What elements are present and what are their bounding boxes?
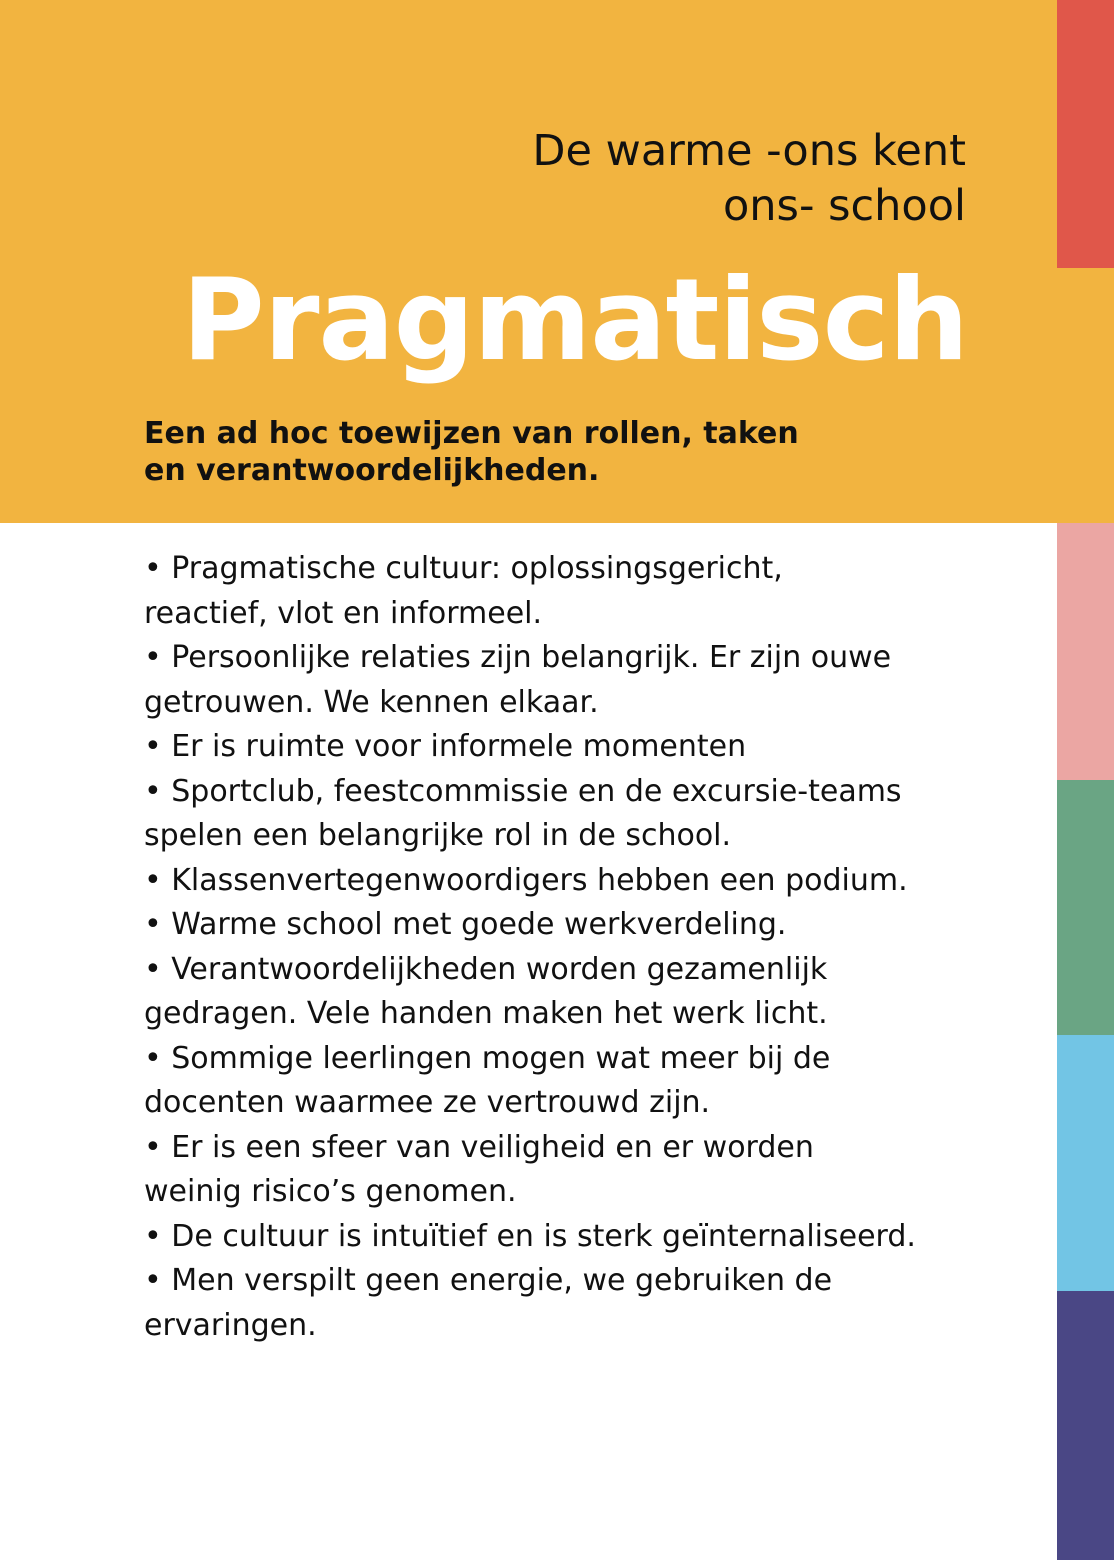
list-item — [144, 903, 1024, 948]
list-item-line: getrouwen. We kennen elkaar. — [144, 684, 599, 720]
side-strip-red — [1057, 0, 1114, 268]
list-item — [144, 725, 1024, 770]
side-strip-pink — [1057, 523, 1114, 780]
list-item — [144, 1215, 1024, 1260]
list-item — [144, 1037, 1024, 1126]
bullet-list — [144, 547, 1024, 1348]
list-item — [144, 636, 1024, 725]
lead-line: Een ad hoc toewijzen van rollen, taken — [144, 416, 799, 451]
list-item-line: • Pragmatische cultuur: oplossingsgericht, — [144, 551, 783, 586]
list-item-line: • Men verspilt geen energie, we gebruiken de — [144, 1263, 833, 1298]
list-item-line: gedragen. Vele handen maken het werk licht. — [144, 996, 828, 1031]
side-strip-blue — [1057, 1035, 1114, 1291]
list-item-line: • Klassenvertegenwoordigers hebben een podium. — [144, 862, 908, 898]
lead-line: en verantwoordelijkheden. — [144, 453, 600, 488]
list-item-line: • De cultuur is intuïtief en is sterk geïnternaliseerd. — [144, 1218, 916, 1254]
side-strip-purple — [1057, 1291, 1114, 1560]
subtitle-line: De warme -ons kent — [532, 126, 966, 176]
side-strip-orange — [1057, 268, 1114, 523]
list-item — [144, 859, 1024, 904]
list-item-line: weinig risico’s genomen. — [144, 1174, 517, 1209]
list-item-line: • Warme school met goede werkverdeling. — [144, 907, 787, 942]
list-item-line: spelen een belangrijke rol in de school. — [144, 818, 732, 853]
list-item-line: ervaringen. — [144, 1307, 317, 1343]
list-item — [144, 1126, 1024, 1215]
list-item-line: reactief, vlot en informeel. — [144, 595, 543, 631]
list-item — [144, 770, 1024, 859]
side-strip-green — [1057, 780, 1114, 1035]
list-item-line: • Er is ruimte voor informele momenten — [144, 729, 747, 764]
list-item — [144, 1259, 1024, 1348]
list-item-line: • Sportclub, feestcommissie en de excursie-teams — [144, 773, 902, 809]
list-item-line: docenten waarmee ze vertrouwd zijn. — [144, 1085, 711, 1120]
list-item-line: • Persoonlijke relaties zijn belangrijk. Er zijn ouwe — [144, 640, 892, 675]
subtitle-line: ons- school — [722, 181, 966, 231]
list-item — [144, 948, 1024, 1037]
subtitle — [266, 124, 966, 234]
list-item-line: • Er is een sfeer van veiligheid en er worden — [144, 1129, 814, 1165]
list-item-line: • Sommige leerlingen mogen wat meer bij de — [144, 1040, 831, 1076]
list-item — [144, 547, 1024, 636]
lead-text — [144, 415, 944, 489]
list-item-line: • Verantwoordelijkheden worden gezamenlijk — [144, 951, 828, 987]
page-title: Pragmatisch — [181, 254, 968, 386]
